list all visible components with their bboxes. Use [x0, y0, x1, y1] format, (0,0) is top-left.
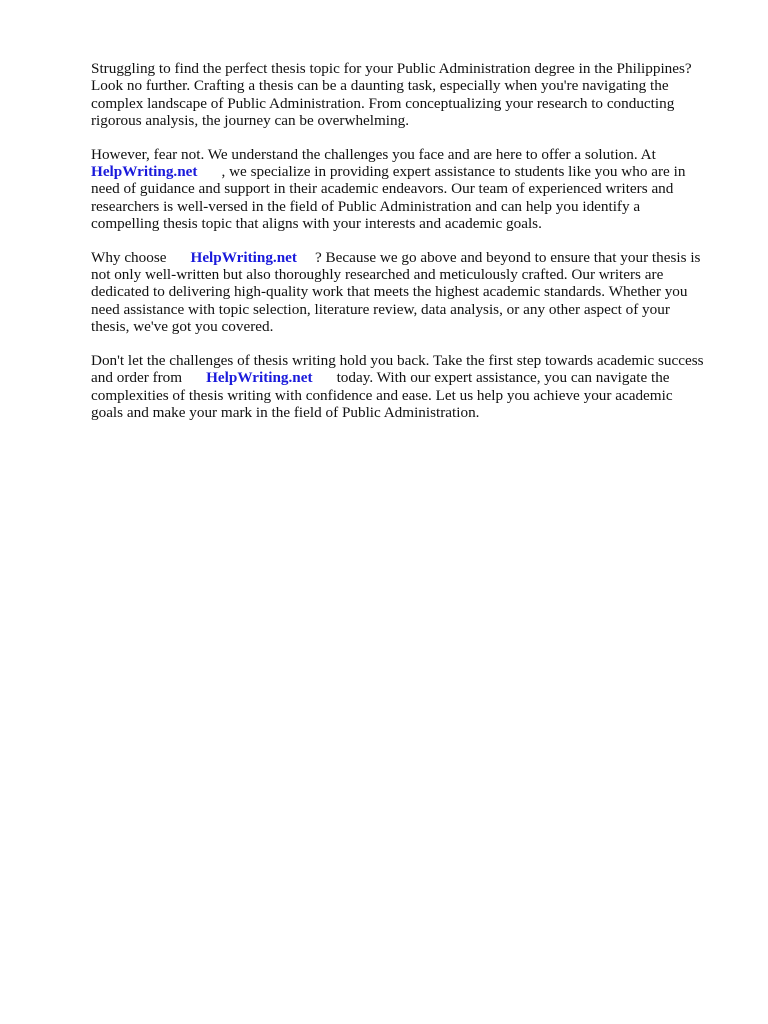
- text-line: Struggling to find the perfect thesis topic for your Public Administration degree in the Philippines?: [91, 60, 692, 77]
- text-line: Don't let the challenges of thesis writing hold you back. Take the first step towards academic success: [91, 351, 704, 369]
- paragraph-intro: [91, 60, 721, 130]
- text-line: dedicated to delivering high-quality work that meets the highest academic standards. Whether you: [91, 283, 688, 301]
- helpwriting-link[interactable]: HelpWriting.net: [206, 369, 313, 387]
- text-line: [91, 369, 721, 386]
- text-fragment: today. With our expert assistance, you can navigate the: [336, 369, 670, 387]
- paragraph-call-to-action: [91, 352, 721, 422]
- text-line: not only well-written but also thoroughly researched and meticulously crafted. Our writers are: [91, 266, 664, 284]
- text-fragment: , we specialize in providing expert assistance to students like you who are in: [221, 163, 686, 181]
- text-line: goals and make your mark in the field of Public Administration.: [91, 403, 480, 421]
- text-line: complexities of thesis writing with confidence and ease. Let us help you achieve your academic: [91, 386, 673, 404]
- text-line: compelling thesis topic that aligns with your interests and academic goals.: [91, 215, 542, 233]
- text-line: researchers is well-versed in the field of Public Administration and can help you identify a: [91, 197, 641, 215]
- document-body: [91, 60, 721, 437]
- helpwriting-link[interactable]: HelpWriting.net: [190, 248, 297, 266]
- paragraph-why-choose: [91, 249, 721, 336]
- text-line: Look no further. Crafting a thesis can be a daunting task, especially when you're navigating the: [91, 77, 669, 95]
- text-fragment: and order from: [91, 369, 183, 387]
- text-line: [91, 163, 721, 180]
- text-line: need assistance with topic selection, literature review, data analysis, or any other aspect of your: [91, 300, 670, 318]
- text-line: need of guidance and support in their academic endeavors. Our team of experienced writers and: [91, 180, 674, 198]
- helpwriting-link[interactable]: HelpWriting.net: [91, 163, 198, 181]
- text-fragment: Why choose: [91, 248, 167, 266]
- text-line: complex landscape of Public Administration. From conceptualizing your research to conducting: [91, 94, 675, 112]
- text-line: thesis, we've got you covered.: [91, 318, 274, 336]
- text-line: [91, 249, 721, 266]
- text-line: However, fear not. We understand the challenges you face and are here to offer a solution. At: [91, 145, 656, 163]
- text-fragment: ? Because we go above and beyond to ensure that your thesis is: [314, 248, 701, 266]
- text-line: rigorous analysis, the journey can be overwhelming.: [91, 112, 410, 130]
- paragraph-solution: [91, 146, 721, 233]
